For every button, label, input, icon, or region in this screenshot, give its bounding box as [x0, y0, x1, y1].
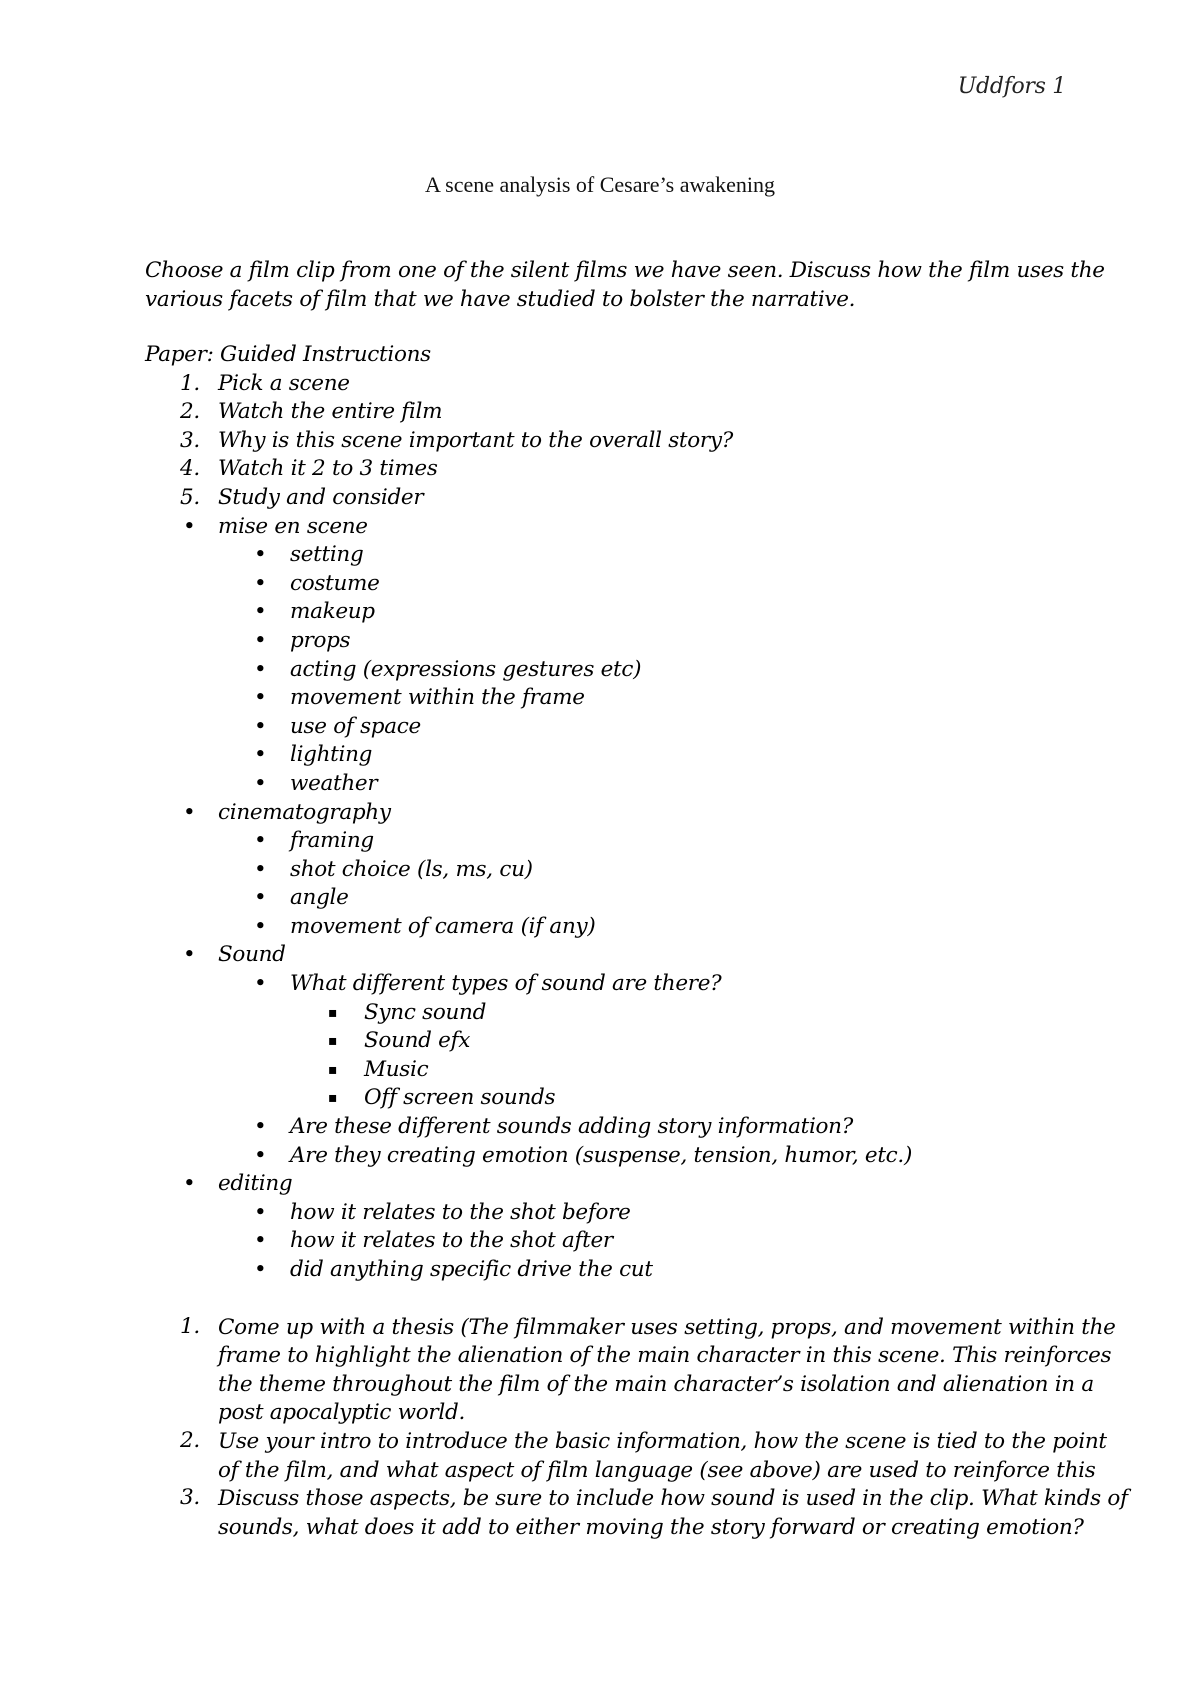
bullet-marker: • [254, 971, 267, 997]
prompt-line: Choose a film clip from one of the silent films we have seen. Discuss how the film uses the [145, 258, 1105, 283]
square-bullet-marker: ▪ [328, 1033, 338, 1050]
square-bullet-marker: ▪ [328, 1090, 338, 1107]
bullet-text: Sound [218, 942, 286, 968]
writing-steps [145, 1313, 1128, 1543]
sub-sub-bullet-item [145, 999, 1105, 1028]
bullet-text: how it relates to the shot after [290, 1228, 613, 1254]
bullet-text: setting [290, 542, 364, 568]
bullet-marker: • [254, 713, 267, 739]
bullet-marker: • [254, 770, 267, 796]
bullet-text: props [290, 627, 351, 653]
step-item [145, 1485, 1128, 1542]
bullet-text: Off screen sounds [364, 1085, 556, 1111]
step-number: 3. [180, 1485, 200, 1511]
bullet-marker: • [254, 913, 267, 939]
bullet-marker: • [254, 570, 267, 596]
sub-bullet-item [145, 627, 1105, 656]
bullet-text: Sync sound [364, 999, 487, 1025]
bullet-text: Music [364, 1056, 429, 1082]
step-text [218, 1314, 1116, 1428]
bullet-text: did anything specific drive the cut [290, 1257, 653, 1282]
step-text [218, 1485, 1128, 1542]
step-line: the theme throughout the film of the main character’s isolation and alienation in a [218, 1371, 1094, 1397]
bullet-text: use of space [290, 713, 421, 739]
bullet-text: cinematography [218, 799, 391, 825]
bullet-marker: • [254, 599, 267, 625]
bullet-text: mise en scene [218, 513, 368, 539]
numbered-item [145, 370, 1105, 399]
item-text: Why is this scene important to the overall story? [218, 427, 733, 453]
bullet-text: Sound efx [364, 1028, 471, 1054]
item-number: 2. [180, 399, 200, 425]
bullet-text: Are these different sounds adding story information? [290, 1114, 853, 1140]
guide-heading: Paper: Guided Instructions [145, 342, 431, 367]
step-text [218, 1428, 1107, 1485]
step-number: 2. [180, 1427, 200, 1453]
bullet-text: costume [290, 570, 380, 596]
bullet-marker: • [183, 799, 196, 825]
bullet-text: shot choice (ls, ms, cu) [290, 856, 533, 882]
guided-instructions [145, 341, 1128, 1542]
bullet-marker: • [183, 513, 196, 539]
bullet-text: framing [290, 828, 374, 854]
numbered-item [145, 398, 1105, 427]
bullet-text: angle [290, 885, 349, 911]
spacer [145, 1285, 1105, 1314]
sub-bullet-item [145, 827, 1105, 856]
bullet-item-editing [145, 1170, 1105, 1199]
bullet-marker: • [254, 1114, 267, 1140]
step-line: Come up with a thesis (The filmmaker uses setting, props, and movement within the [218, 1314, 1116, 1340]
bullet-marker: • [254, 1199, 267, 1225]
bullet-marker: • [254, 742, 267, 768]
bullet-text: Are they creating emotion (suspense, tension, humor, etc.) [290, 1142, 913, 1168]
sub-bullet-item [145, 713, 1105, 742]
sub-sub-bullet-item [145, 1027, 1105, 1056]
item-text: Study and consider [218, 484, 424, 510]
bullet-text: how it relates to the shot before [290, 1199, 631, 1225]
bullet-marker: • [254, 828, 267, 854]
bullet-marker: • [254, 885, 267, 911]
sub-bullet-item [145, 1199, 1105, 1228]
sub-bullet-item [145, 1256, 1105, 1285]
bullet-text: editing [218, 1171, 293, 1197]
prompt-line: various facets of film that we have studied to bolster the narrative. [145, 287, 856, 312]
section-heading [145, 341, 1105, 370]
bullet-marker: • [254, 656, 267, 682]
step-line: of the film, and what aspect of film language (see above) are used to reinforce this [218, 1457, 1096, 1483]
step-line: Use your intro to introduce the basic information, how the scene is tied to the point [218, 1428, 1107, 1454]
bullet-item-cinematography [145, 799, 1105, 828]
bullet-marker: • [183, 1171, 196, 1197]
bullet-marker: • [254, 542, 267, 568]
sub-bullet-item [145, 970, 1105, 999]
numbered-item [145, 455, 1105, 484]
step-number: 1. [180, 1313, 200, 1339]
step-item [145, 1313, 1116, 1428]
sub-bullet-item [145, 770, 1105, 799]
sub-bullet-item [145, 541, 1105, 570]
square-bullet-marker: ▪ [328, 1004, 338, 1021]
sub-bullet-item [145, 741, 1105, 770]
bullet-text: acting (expressions gestures etc) [290, 656, 642, 682]
bullet-text: lighting [290, 742, 373, 768]
sub-bullet-item [145, 884, 1105, 913]
sub-bullet-item [145, 913, 1105, 942]
bullet-marker: • [254, 1257, 267, 1282]
bullet-marker: • [254, 1142, 267, 1168]
sub-bullet-item [145, 656, 1105, 685]
bullet-marker: • [254, 685, 267, 711]
step-line: post apocalyptic world. [218, 1400, 465, 1426]
step-item [145, 1428, 1105, 1485]
bullet-item-mise-en-scene [145, 513, 1105, 542]
bullet-marker: • [183, 942, 196, 968]
sub-sub-bullet-item [145, 1084, 1105, 1113]
step-line: Discuss those aspects, be sure to include how sound is used in the clip. What kinds of [218, 1486, 1128, 1512]
sub-bullet-item [145, 1142, 1105, 1171]
bullet-text: What different types of sound are there? [290, 971, 722, 997]
sub-bullet-item [145, 684, 1105, 713]
bullet-marker: • [254, 856, 267, 882]
sub-bullet-item [145, 1227, 1105, 1256]
sub-bullet-item [145, 570, 1105, 599]
item-number: 5. [180, 484, 200, 510]
sub-bullet-item [145, 598, 1105, 627]
square-bullet-marker: ▪ [328, 1061, 338, 1078]
bullet-marker: • [254, 627, 267, 653]
numbered-item [145, 484, 1105, 513]
page-header: Uddfors 1 [957, 74, 1066, 99]
item-text: Watch the entire film [218, 399, 443, 425]
numbered-item [145, 427, 1105, 456]
bullet-text: weather [290, 770, 378, 796]
step-line: frame to highlight the alienation of the main character in this scene. This reinforces [218, 1343, 1112, 1369]
item-number: 3. [180, 427, 200, 453]
bullet-text: makeup [290, 599, 375, 625]
bullet-item-sound [145, 941, 1105, 970]
assignment-prompt [145, 256, 1105, 314]
document-title: A scene analysis of Cesare’s awakening [424, 172, 776, 197]
sub-sub-bullet-item [145, 1056, 1105, 1085]
bullet-text: movement of camera (if any) [290, 913, 596, 939]
sub-bullet-item [145, 1113, 1105, 1142]
sub-bullet-item [145, 856, 1105, 885]
item-number: 1. [180, 370, 200, 396]
item-number: 4. [180, 456, 200, 482]
bullet-marker: • [254, 1228, 267, 1254]
step-line: sounds, what does it add to either moving the story forward or creating emotion? [218, 1514, 1084, 1540]
bullet-text: movement within the frame [290, 685, 585, 711]
item-text: Pick a scene [218, 370, 350, 396]
item-text: Watch it 2 to 3 times [218, 456, 438, 482]
